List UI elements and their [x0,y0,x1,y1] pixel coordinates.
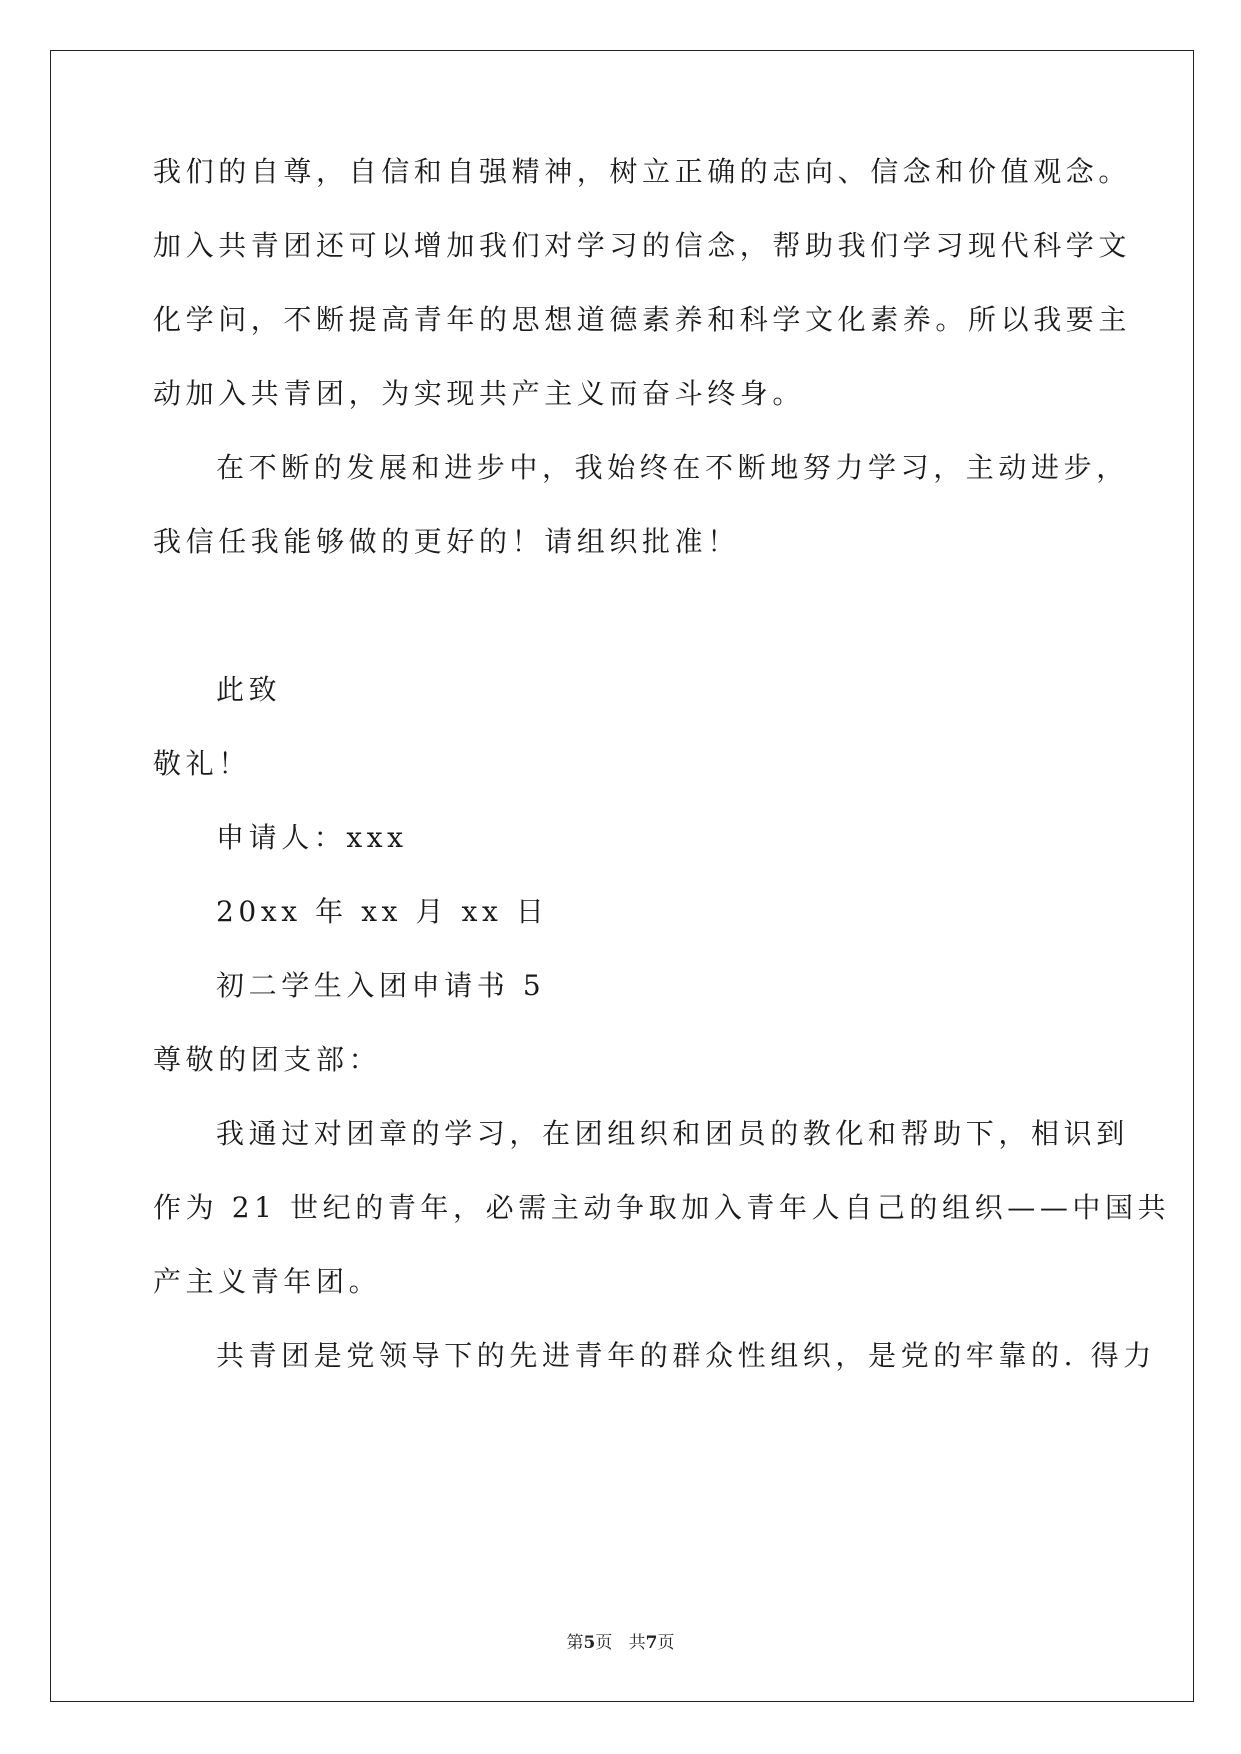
body-line-13: 我通过对团章的学习，在团组织和团员的教化和帮助下，相识到 [216,1117,1129,1150]
body-line-4: 动加入共青团，为实现共产主义而奋斗终身。 [153,377,806,410]
body-line-6: 我信任我能够做的更好的！请组织批准！ [153,525,740,558]
closing-salutation: 此致 [216,673,282,706]
page-unit: 页 [595,1633,613,1653]
body-line-15: 产主义青年团。 [153,1265,382,1298]
body-line-2: 加入共青团还可以增加我们对学习的信念，帮助我们学习现代科学文 [153,229,1132,262]
page-border [50,50,1194,1702]
body-line-16: 共青团是党领导下的先进青年的群众性组织，是党的牢靠的. 得力 [216,1339,1156,1372]
paragraph-start-line: 在不断的发展和进步中，我始终在不断地努力学习，主动进步， [216,451,1129,484]
application-date: 20xx 年 xx 月 xx 日 [216,895,549,928]
section-heading: 初二学生入团申请书 5 [216,969,546,1002]
applicant-signature: 申请人：xxx [216,821,408,854]
letter-greeting: 尊敬的团支部： [153,1043,382,1076]
body-line-14: 作为 21 世纪的青年，必需主动争取加入青年人自己的组织——中国共 [153,1191,1171,1224]
total-page-number: 7 [645,1633,658,1653]
closing-regards: 敬礼！ [153,747,251,780]
page-prefix: 第 [566,1633,584,1653]
page-number-footer [0,1632,1241,1654]
total-unit: 页 [657,1633,675,1653]
body-line-3: 化学问，不断提高青年的思想道德素养和科学文化素养。所以我要主 [153,303,1132,336]
body-line-1: 我们的自尊，自信和自强精神，树立正确的志向、信念和价值观念。 [153,155,1132,188]
current-page-number: 5 [583,1633,596,1653]
total-prefix: 共 [628,1633,646,1653]
